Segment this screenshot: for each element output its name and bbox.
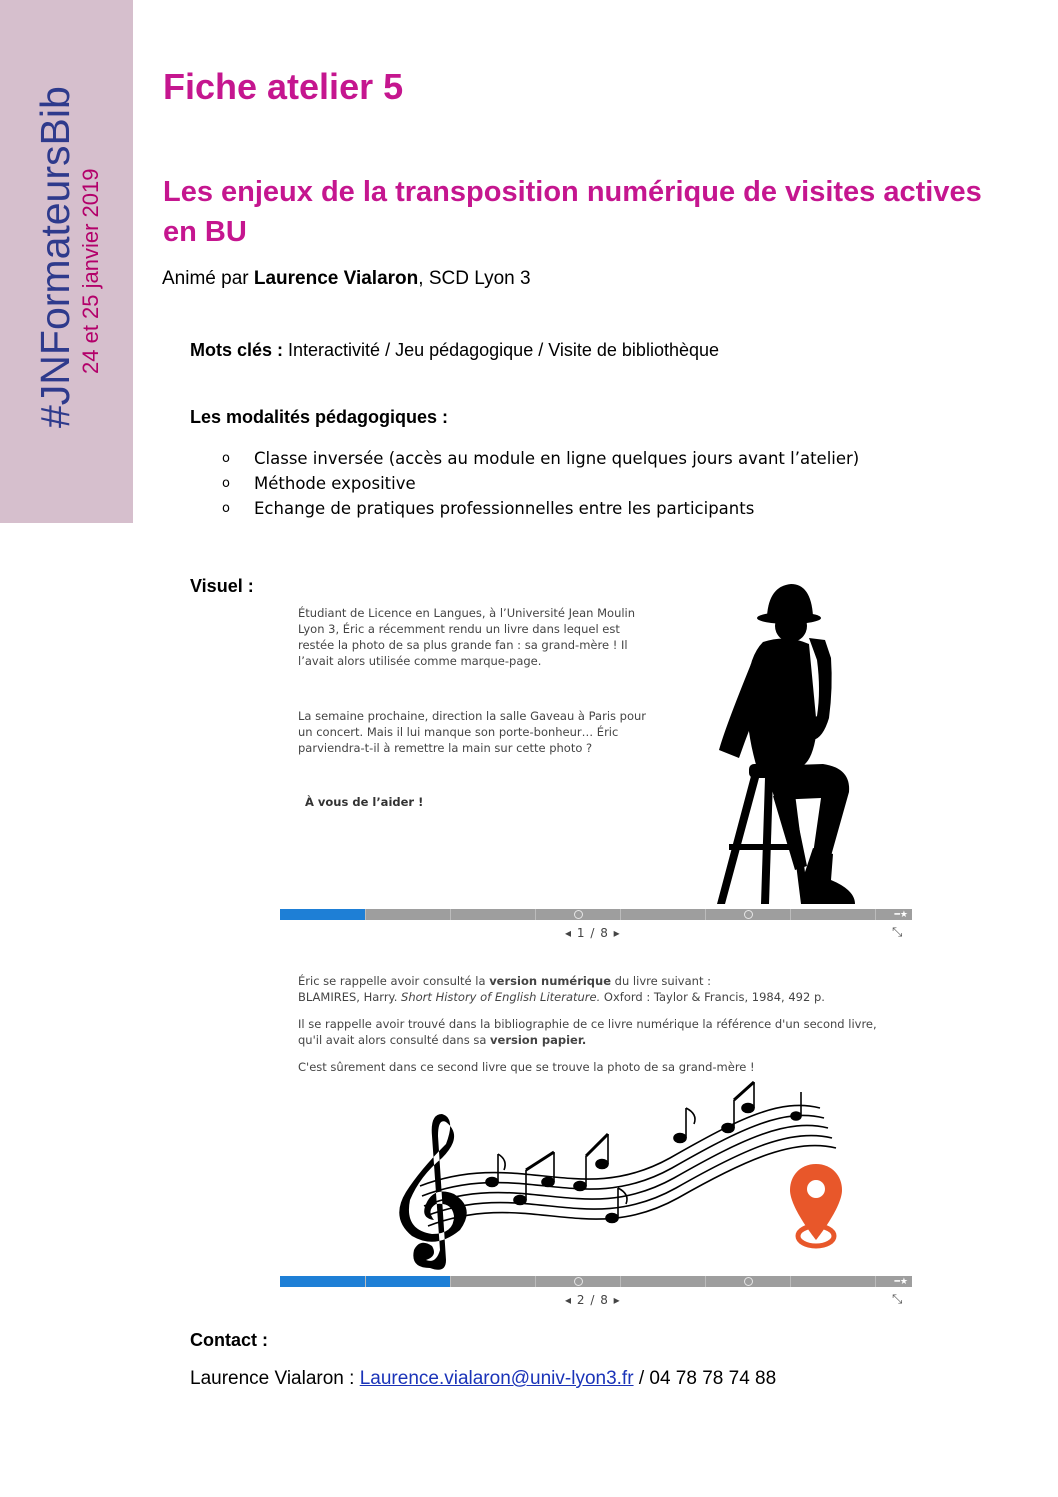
progress-divider bbox=[790, 1276, 791, 1287]
slide2-paragraph-1 bbox=[298, 973, 898, 1005]
text-bold: version papier. bbox=[490, 1033, 587, 1047]
keywords-value: Interactivité / Jeu pédagogique / Visite de bibliothèque bbox=[283, 340, 720, 360]
slide1-call-to-action: À vous de l’aider ! bbox=[305, 795, 424, 809]
slide1-paragraph-1: Étudiant de Licence en Langues, à l’Université Jean Moulin Lyon 3, Éric a récemment rendu un livre dans lequel est restée la photo de sa plus grande fan : sa grand-mère ! Il l’avait alors utilisée comme marque-page. bbox=[298, 606, 636, 668]
list-item bbox=[222, 496, 859, 521]
pager-separator: / bbox=[590, 926, 596, 940]
progress-fill bbox=[280, 909, 365, 920]
pager-separator: / bbox=[590, 1293, 596, 1307]
progress-divider bbox=[620, 909, 621, 920]
list-item bbox=[222, 446, 859, 471]
bullet-icon: o bbox=[222, 501, 230, 516]
contact-heading: Contact : bbox=[190, 1330, 268, 1350]
text-span: Il se rappelle avoir trouvé dans la bibliographie de ce livre numérique la référence d'un second livre, qu'il avait alors consulté dans sa bbox=[298, 1017, 877, 1047]
modalities-heading: Les modalités pédagogiques : bbox=[190, 407, 449, 427]
keywords-label: Mots clés : bbox=[190, 340, 284, 360]
text-bold: version numérique bbox=[489, 974, 612, 988]
previous-arrow-icon[interactable]: ◂ bbox=[565, 1293, 573, 1307]
star-icon: ━★ bbox=[894, 909, 908, 919]
animator-suffix: , SCD Lyon 3 bbox=[418, 268, 531, 289]
star-icon: ━★ bbox=[894, 1276, 908, 1286]
slide2-progress-bar[interactable] bbox=[280, 1276, 912, 1287]
progress-divider bbox=[705, 1276, 706, 1287]
progress-divider bbox=[875, 909, 876, 920]
progress-marker bbox=[574, 1277, 583, 1286]
list-item-text: Méthode expositive bbox=[254, 474, 416, 493]
progress-divider bbox=[365, 909, 366, 920]
shrink-icon[interactable]: ⤡ bbox=[892, 924, 903, 939]
workshop-subtitle: Les enjeux de la transposition numérique de visites actives en BU bbox=[163, 176, 982, 248]
keywords-line bbox=[190, 340, 719, 361]
progress-divider bbox=[875, 1276, 876, 1287]
next-arrow-icon[interactable]: ▸ bbox=[613, 1293, 621, 1307]
progress-divider bbox=[535, 909, 536, 920]
progress-divider bbox=[535, 1276, 536, 1287]
contact-phone: / 04 78 78 74 88 bbox=[633, 1368, 777, 1389]
list-item-text: Classe inversée (accès au module en ligne quelques jours avant l’atelier) bbox=[254, 449, 860, 468]
text-span: Éric se rappelle avoir consulté la bbox=[298, 974, 490, 988]
previous-arrow-icon[interactable]: ◂ bbox=[565, 926, 573, 940]
slide1-progress-bar[interactable] bbox=[280, 909, 912, 920]
page-title: Fiche atelier 5 bbox=[163, 66, 404, 107]
progress-divider bbox=[450, 909, 451, 920]
modalities-list bbox=[222, 446, 859, 521]
progress-marker bbox=[744, 1277, 753, 1286]
text-italic: Short History of English Literature. bbox=[401, 990, 601, 1004]
progress-divider bbox=[365, 1276, 366, 1287]
animator-prefix: Animé par bbox=[162, 268, 254, 289]
list-item-text: Echange de pratiques professionnelles entre les participants bbox=[254, 499, 755, 518]
contact-name: Laurence Vialaron : bbox=[190, 1368, 360, 1389]
event-hashtag: #JNFormateursBib bbox=[32, 86, 78, 428]
slide2-paragraph-3: C'est sûrement dans ce second livre que se trouve la photo de sa grand-mère ! bbox=[298, 1060, 755, 1074]
progress-divider bbox=[620, 1276, 621, 1287]
text-span: Oxford : Taylor & Francis, 1984, 492 p. bbox=[600, 990, 825, 1004]
pager-current: 2 bbox=[576, 1293, 586, 1307]
saxophonist-illustration bbox=[705, 578, 865, 910]
text-span: BLAMIRES, Harry. bbox=[298, 990, 402, 1004]
animator-name: Laurence Vialaron bbox=[253, 268, 419, 289]
location-pin-icon bbox=[780, 1160, 852, 1252]
text-span: du livre suivant : bbox=[611, 974, 711, 988]
slide1-paragraph-2: La semaine prochaine, direction la salle Gaveau à Paris pour un concert. Mais il lui manque son porte-bonheur… Éric parviendra-t-il à remettre la main sur cette photo ? bbox=[298, 709, 647, 755]
event-date: 24 et 25 janvier 2019 bbox=[78, 168, 103, 374]
shrink-icon[interactable]: ⤡ bbox=[892, 1291, 903, 1306]
slide2-paragraph-2 bbox=[298, 1016, 898, 1048]
next-arrow-icon[interactable]: ▸ bbox=[613, 926, 621, 940]
animator-line bbox=[162, 268, 531, 290]
list-item bbox=[222, 471, 859, 496]
progress-divider bbox=[705, 909, 706, 920]
bullet-icon: o bbox=[222, 476, 230, 491]
visual-heading: Visuel : bbox=[190, 576, 254, 596]
progress-divider bbox=[790, 909, 791, 920]
sidebar-band bbox=[0, 0, 133, 523]
bullet-icon: o bbox=[222, 451, 230, 466]
progress-marker bbox=[574, 910, 583, 919]
slide2-pager bbox=[565, 1293, 621, 1307]
contact-email-link[interactable]: Laurence.vialaron@univ-lyon3.fr bbox=[359, 1368, 634, 1389]
slide1-pager bbox=[565, 926, 621, 940]
progress-marker bbox=[744, 910, 753, 919]
contact-line bbox=[190, 1368, 776, 1390]
pager-total: 8 bbox=[600, 1293, 609, 1307]
progress-divider bbox=[450, 1276, 451, 1287]
pager-total: 8 bbox=[600, 926, 609, 940]
pager-current: 1 bbox=[576, 926, 586, 940]
